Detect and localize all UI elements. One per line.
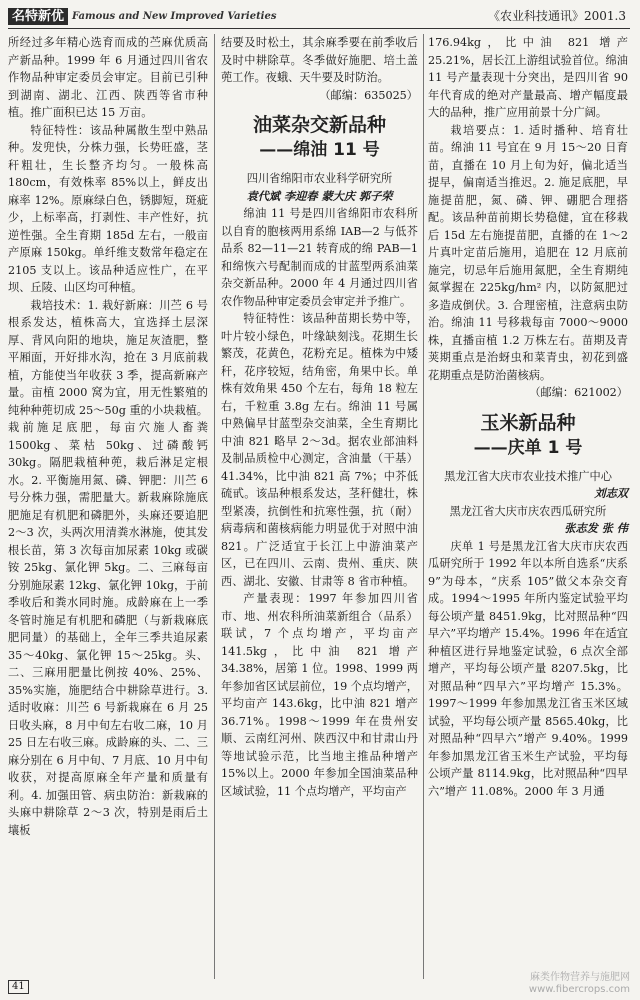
paragraph: 绵油 11 号是四川省绵阳市农科所以自育的胞核两用系绵 IAB—2 与低芥品系 82—11—21 转育成的绵 PAB—1 和绵恢六号配制而成的甘蓝型两系油菜杂交新品种。2000 年 4 月通过四川省农作物品种审定委员会审定并予推广。 (221, 207, 418, 308)
author-names: 袁代斌 李迎春 蒙大庆 郭子荣 (246, 188, 393, 203)
watermark-name: 麻类作物营养与施肥网 (530, 972, 630, 983)
journal-issue: 《农业科技通讯》2001.3 (488, 9, 626, 23)
paragraph: 特征特性：该品种苗期长势中等，叶片较小绿色，叶缘缺刻浅。花期生长繁茂，花黄色，花粉充足。植株为中矮秆，花序较短，结角密，角果中长。单株有效角果 450 个左右，每角 18 粒左右，千粒重 3.8g 左右。绵油 11 号属中熟偏早甘蓝型杂交油菜，全生育期比中油 821 略早 2～3d。据农业部油料及制品质检中心测定，含油量（干基）41.34%，比中油 821 高 7%；中芥低硫甙。该品种根系发达，茎秆健壮，株型紧凑，抗倒性和抗寒性强，抗（耐）病毒病和菌核病能力明显优于对照中油 821。广泛适宜于长江上中游油菜产区，已在四川、云南、贵州、重庆、陕西、湖北、安徽、甘肃等 8 省市种植。 (221, 312, 418, 588)
article-title: 油菜杂交新品种 (252, 114, 386, 136)
author-names: 张志发 张 伟 (564, 521, 628, 535)
paragraph: 产量表现：1997 年参加四川省市、地、州农科所油菜新组合（品系）联试，7 个点均增产，平均亩产 141.5kg，比中油 821 增产 34.38%，居第 1 位。1998、1999 两年参加省区试层前位，19 个点均增产，平均亩产 143.6kg，比中油 821 增产 36.71%。1998～1999 年在贵州安顺、云南红河州、陕西汉中和甘肃山丹等地试验示范，比当地主推品种增产 15%以上。2000 年参加全国油菜品种区域试验，11 个点均增产，平均亩产 (221, 592, 418, 798)
postal-code: （邮编：621002） (529, 386, 628, 399)
author-names: 刘志双 (594, 486, 628, 500)
page-number: 41 (8, 980, 29, 994)
article-title (428, 410, 628, 436)
page-footer (0, 972, 640, 1000)
article-title-text: 玉米新品种 (480, 411, 576, 434)
section-subtitle: Famous and New Improved Varieties (72, 11, 277, 22)
author-institution: 四川省绵阳市农业科学研究所 (246, 172, 393, 185)
column-divider-1 (214, 34, 215, 979)
column-2 (221, 34, 418, 800)
paragraph: 特征特性：该品种属散生型中熟品种。发兜快，分株力强，长势旺盛，茎秆粗壮，生长整齐均匀。一般株高 180cm，有效株率 85%以上，鲜皮出麻率 12%。原麻绿白色，锈脚短，斑疵少，上标率高，打剥性、丰产性好，抗逆性强。全生育期 185d 左右，一般亩产原麻 150kg。单纤维支数常年稳定在 2105 支以上。该品种适应性广，在平坝、丘陵、山区均可种植。 (8, 123, 208, 294)
column-1 (8, 34, 208, 839)
column-3 (428, 34, 628, 800)
author-institution: 黑龙江省大庆市庆农西瓜研究所 (449, 504, 607, 518)
paragraph: 栽培要点：1. 适时播种、培育壮苗。绵油 11 号宜在 9 月 15～20 日育苗，直播在 10 月上旬为好，偏北适当提早，偏南适当推迟。2. 施足底肥，早施提苗肥，氮、磷、钾、硼肥合理搭配。该品种苗前期长势稳健，宜在移栽后 15d 左右施提苗肥，直播的在 1～2 片真叶定苗后施用，追肥在 12 月底前施完，切忌年后施用氮肥，全生育期纯氮掌握在 225kg/hm² 内，以防氮肥过多造成倒伏。3. 合理密植，注意病虫防治。绵油 11 号移栽每亩 7000～9000 株，直播亩植 1.2 万株左右。苗期及青荚期重点是治蚜虫和菜青虫，初花到盛花期重点是防治菌核病。 (428, 123, 628, 382)
paragraph: 结要及时松土，其余麻季要在前季收后及时中耕除草。冬季做好施肥、培土盖蔸工作。夜蛾、天牛要及时防治。 (221, 36, 418, 84)
watermark-url: www.fibercrops.com (528, 984, 630, 995)
page-header (0, 0, 640, 28)
article-subtitle: ——绵油 11 号 (259, 140, 380, 160)
section-label: 名特新优 (8, 8, 68, 25)
article-subtitle: ——庆单 1 号 (473, 437, 583, 458)
postal-code: （邮编：635025） (319, 88, 418, 102)
header-rule (8, 28, 630, 29)
watermark (529, 972, 630, 996)
paragraph: 176.94kg，比中油 821 增产 25.21%，居长江上游组试验首位。绵油 11 号产量表现十分突出，是四川省 90 年代育成的绝对产量最高、增产幅度最大的品种，推广应用前景十分广阔。 (428, 36, 628, 119)
author-institution: 黑龙江省大庆市农业技术推广中心 (444, 469, 612, 483)
paragraph: 所经过多年精心选育而成的苎麻优质高产新品种。1999 年 6 月通过四川省农作物品种审定委员会审定。目前已引种到湖南、湖北、江西、陕西等省市种植。推广面积已达 15 万亩。 (8, 36, 208, 119)
paragraph: 庆单 1 号是黑龙江省大庆市庆农西瓜研究所于 1992 年以本所自选系“庆系 9”为母本，“庆系 105”做父本杂交育成。1994～1995 年所内鉴定试验平均每公顷产量 8451.9kg，比对照品种“四早六”平均增产 15.4%。1996 年在适宜种植区进行异地鉴定试验，6 点次全部增产，平均每公顷产量 8207.5kg，比对照品种“四早六”平均增产 15.3%。1997～1999 年参加黑龙江省玉米区域试验，平均每公顷产量 8565.40kg，比对照品种“四早六”增产 9.40%。1999 年参加黑龙江省玉米生产试验，平均每公顷产量 8114.9kg，比对照品种“四早六”增产 11.08%。2000 年 3 月通 (428, 539, 628, 798)
paragraph: 栽培技术：1. 栽好新麻：川苎 6 号根系发达，植株高大，宜选择土层深厚、背风向阳的地块，施足灰渣肥，整平厢面，开好排水沟，抢在 3 月底前栽植，方能使当年收获 3 季，提高新麻产量。亩植 2000 窝为宜，用无性繁殖的纯种种蔸切成 25～50g 重的小块栽植。栽前施足底肥，每亩穴施人畜粪 1500kg、菜枯 50kg、过磷酸钙 30kg。隔肥栽植种蔸，栽后淋足定根水。2. 平衡施用氮、磷、钾肥：川苎 6 号分株力强，需肥量大。新栽麻除施底肥施足有机肥和磷肥外，头麻还要追肥 2～3 次，头两次用清粪水淋施，使其发根长苗，第 3 次每亩加尿素 10kg 或碳铵 25kg、氯化钾 5kg。二、三麻每亩分别施尿素 12kg、氯化钾 10kg，于前季收后和粪水同时施。成龄麻在上一季冬管时施足有机肥和磷肥（与新栽麻底肥同量）的基础上，全年三季共追尿素 35～40kg、氯化钾 15～25kg。头、二、三麻用肥量比例按 40%、25%、35%实施，施肥结合中耕除草进行。3. 适时收麻：川苎 6 号新栽麻在 6 月 25 日收头麻，8 月中旬左右收二麻，10 月 25 日左右收三麻。成龄麻的头、二、三麻分别在 6 月中旬、7 月底、10 月中旬收获，对提高原麻全年产量和质量有利。4. 加强田管、病虫防治：新栽麻的头麻中耕除草 2～3 次，特别是雨后土壤板 (8, 298, 208, 837)
column-divider-2 (423, 34, 424, 979)
